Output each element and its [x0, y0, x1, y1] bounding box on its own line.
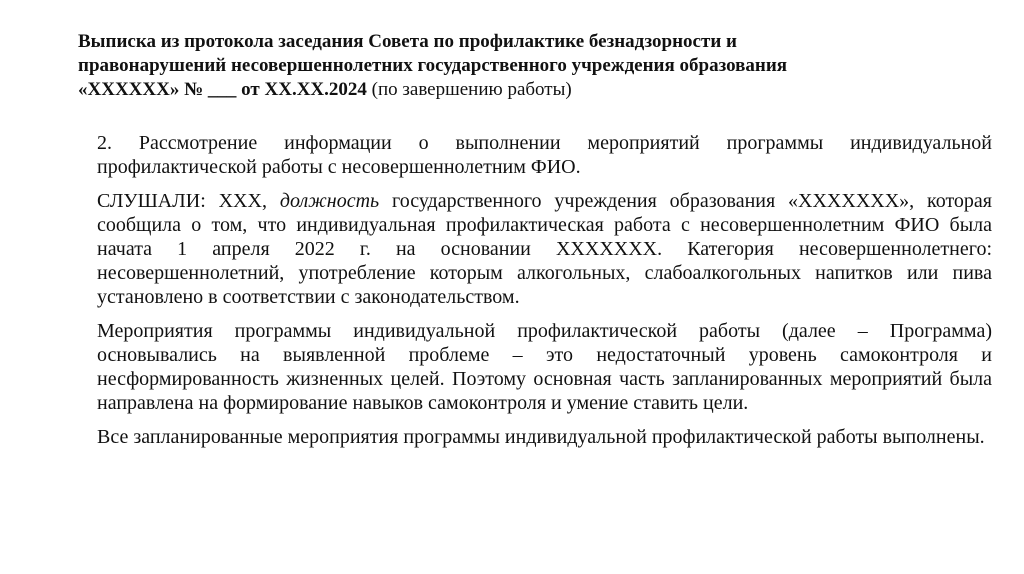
header-line-3 — [78, 78, 958, 102]
header-line-1: Выписка из протокола заседания Совета по профилактике безнадзорности и — [78, 31, 737, 52]
paragraph-completion: Все запланированные мероприятия программы индивидуальной профилактической работы выполнены. — [97, 426, 985, 448]
header-line-2: правонарушений несовершеннолетних государственного учреждения образования — [78, 55, 788, 76]
protocol-note: (по завершению работы) — [371, 79, 572, 100]
paragraph-program-basis: Мероприятия программы индивидуальной профилактической работы (далее – Программа) основывались на выявленной проблеме – это недостаточный уровень самоконтроля и несформированность жизненных целей. Поэтому основная часть запланированных мероприятий была направлена на формирование навыков самоконтроля и умение ставить цели. — [97, 320, 992, 414]
paragraph-heard — [97, 189, 992, 309]
heard-position: должность — [279, 190, 380, 212]
protocol-number-date: «ХХХХХХ» № ___ от ХХ.ХХ.2024 — [78, 79, 367, 100]
document-body — [97, 131, 992, 459]
heard-text: государственного учреждения образования «ХХХХХХХ», которая сообщила о том, что индивидуальная профилактическая работа с несовершеннолетним ФИО была начата 1 апреля 2022 г. на основании ХХХХХХХ. Категория несовершеннолетнего: несовершеннолетний, употребление которым алкогольных, слабоалкогольных напитков или пива установлено в соответствии с законодательством. — [97, 190, 993, 308]
paragraph-agenda-item: 2. Рассмотрение информации о выполнении мероприятий программы индивидуальной профилактической работы с несовершеннолетним ФИО. — [97, 132, 992, 178]
document-header — [78, 30, 958, 102]
heard-lead: СЛУШАЛИ: ХХХ, — [97, 190, 267, 212]
